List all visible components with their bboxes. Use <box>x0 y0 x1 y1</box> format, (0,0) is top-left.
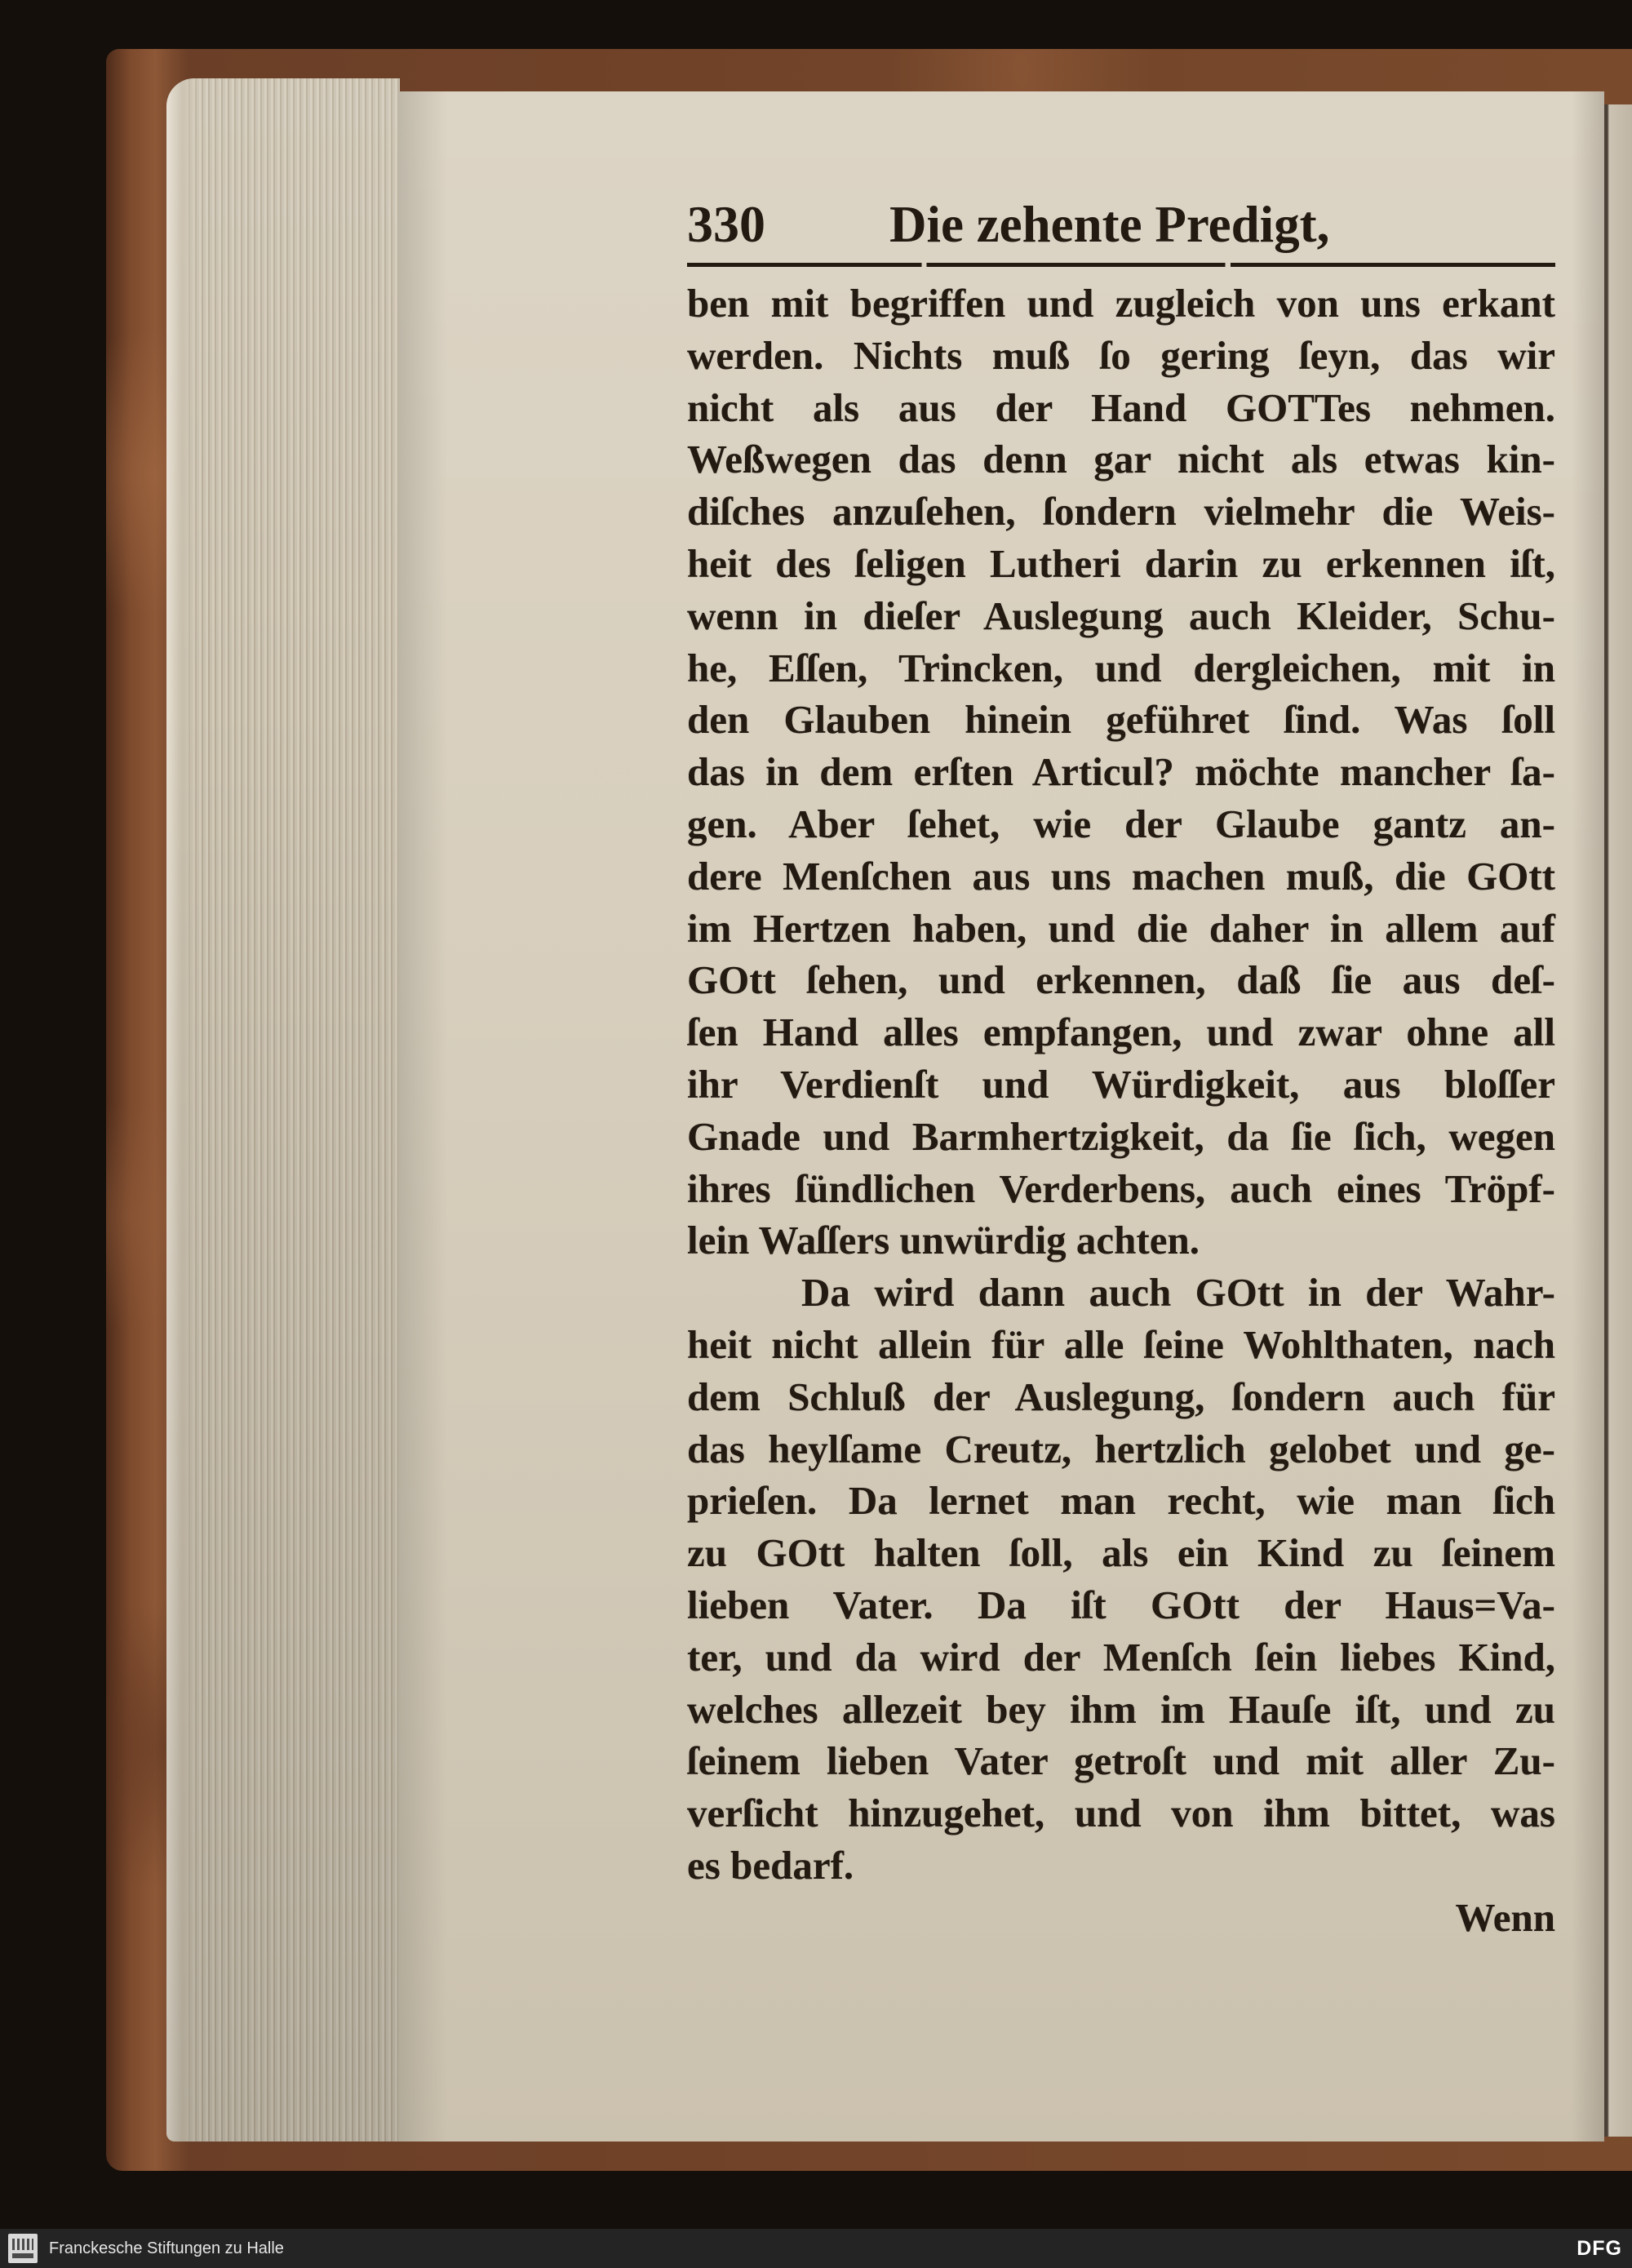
running-title: Die zehente Predigt, <box>889 196 1330 253</box>
funder-logo: DFG <box>1577 2237 1622 2260</box>
text-line: dem Schluß der Auslegung, ſondern auch für <box>687 1374 1555 1419</box>
catchword: Wenn <box>1455 1894 1555 1940</box>
text-line: lein Waſſers unwürdig achten. <box>687 1218 1200 1263</box>
book-page <box>398 91 1604 2142</box>
page-block-edges <box>166 78 400 2142</box>
text-line: ſen Hand alles empfangen, und zwar ohne all <box>687 1010 1555 1055</box>
text-line: ben mit begriffen und zugleich von uns erkant <box>687 281 1555 326</box>
paragraph-first-line: Da wird dann auch GOtt in der Wahr- <box>801 1270 1555 1316</box>
text-line: den Glauben hinein geführet ſind. Was ſoll <box>687 697 1555 743</box>
text-line: es bedarf. <box>687 1842 854 1888</box>
text-line: prieſen. Da lernet man recht, wie man ſich <box>687 1478 1555 1524</box>
text-line: im Hertzen haben, und die daher in allem auf <box>687 905 1555 951</box>
text-line: das heylſame Creutz, hertzlich gelobet und ge- <box>687 1426 1555 1471</box>
franckesche-stiftungen-logo-icon <box>8 2234 38 2263</box>
footer-bar <box>0 2229 1632 2268</box>
text-line: ſeinem lieben Vater getroſt und mit aller Zu- <box>687 1738 1555 1784</box>
text-line: GOtt ſehen, und erkennen, daß ſie aus deſ- <box>687 957 1555 1003</box>
page-number: 330 <box>687 195 765 253</box>
text-line: Gnade und Barmhertzigkeit, da ſie ſich, wegen <box>687 1113 1555 1159</box>
text-line: he, Eſſen, Trincken, und dergleichen, mit in <box>687 645 1555 690</box>
text-line: ihres ſündlichen Verderbens, auch eines Tröpf- <box>687 1165 1555 1211</box>
text-line: nicht als aus der Hand GOTTes nehmen. <box>687 384 1555 430</box>
institution-credit: Franckesche Stiftungen zu Halle <box>49 2239 284 2257</box>
text-line: welches allezeit bey ihm im Hauſe iſt, und zu <box>687 1686 1555 1732</box>
text-line: Weßwegen das denn gar nicht als etwas kin- <box>687 437 1555 482</box>
header-rule <box>687 263 1555 267</box>
text-line: zu GOtt halten ſoll, als ein Kind zu ſeinem <box>687 1530 1555 1576</box>
text-line: werden. Nichts muß ſo gering ſeyn, das wir <box>687 332 1555 378</box>
text-line: ter, und da wird der Menſch ſein liebes Kind, <box>687 1634 1555 1680</box>
text-line: wenn in dieſer Auslegung auch Kleider, Schu- <box>687 593 1555 638</box>
text-line: lieben Vater. Da iſt GOtt der Haus=Va- <box>687 1582 1555 1627</box>
text-line: das in dem erſten Articul? möchte mancher ſa- <box>687 749 1555 795</box>
text-line: gen. Aber ſehet, wie der Glaube gantz an- <box>687 801 1555 846</box>
text-line: ihr Verdienſt und Würdigkeit, aus bloſſer <box>687 1061 1555 1107</box>
text-line: heit nicht allein für alle ſeine Wohlthaten, nach <box>687 1321 1555 1367</box>
text-line: diſches anzuſehen, ſondern vielmehr die Weis- <box>687 489 1555 535</box>
body-text <box>687 277 1555 1944</box>
text-line: verſicht hinzugehet, und von ihm bittet, was <box>687 1791 1555 1836</box>
text-line: heit des ſeligen Lutheri darin zu erkennen iſt, <box>687 540 1555 586</box>
text-line: dere Menſchen aus uns machen muß, die GOtt <box>687 853 1555 899</box>
facing-page-edge <box>1604 104 1632 2137</box>
